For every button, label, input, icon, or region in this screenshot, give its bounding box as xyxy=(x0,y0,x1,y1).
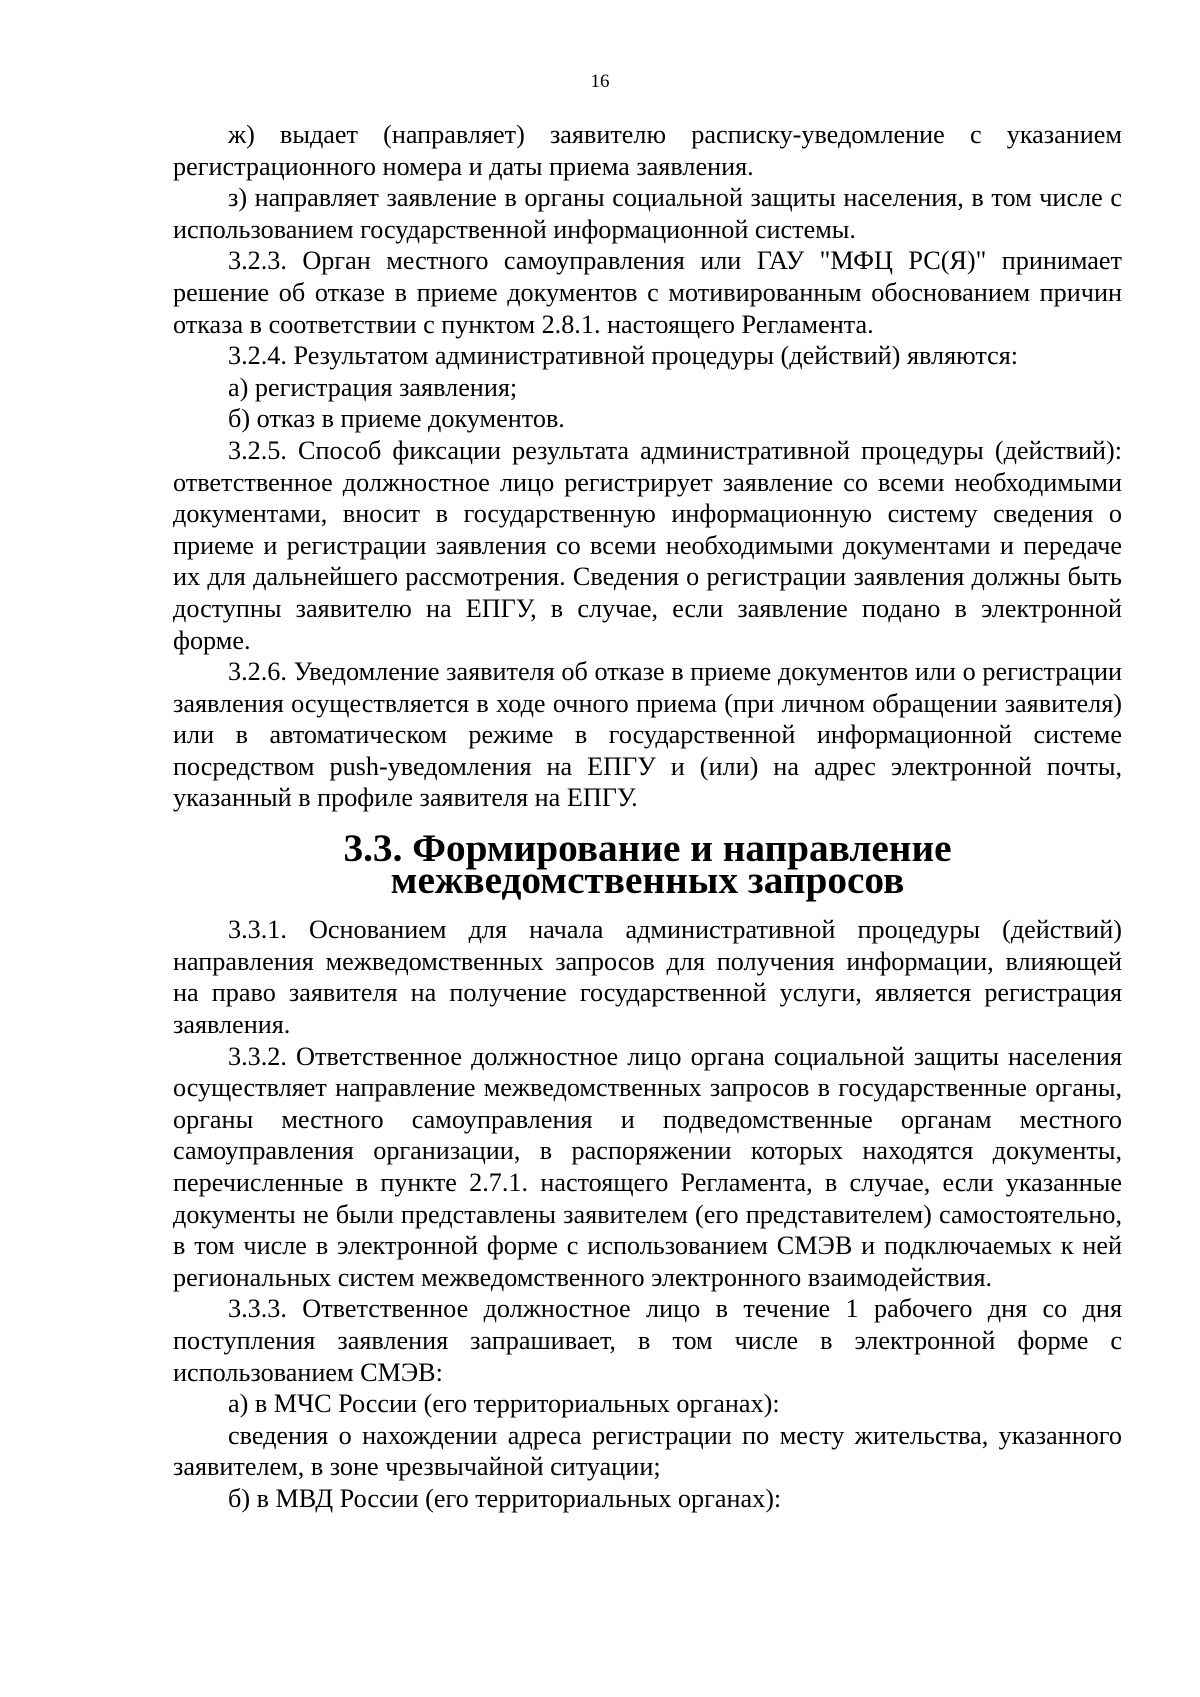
paragraph: а) регистрация заявления; xyxy=(228,372,518,402)
paragraph: 3.2.3. Орган местного самоуправления или ГАУ "МФЦ РС(Я)" принимает решение об отказе в приеме документов с мотивированным обоснованием причин отказа в соответствии с пунктом 2.8.1. настоящего Регламента. xyxy=(173,246,1122,339)
paragraph: 3.2.4. Результатом административной процедуры (действий) являются: xyxy=(228,341,1019,371)
paragraph: 3.3.1. Основанием для начала административной процедуры (действий) направления межведомственных запросов для получения информации, влияющей на право заявителя на получение государственной услуги, является регистрация заявления. xyxy=(173,915,1122,1040)
paragraph: 3.3.3. Ответственное должностное лицо в течение 1 рабочего дня со дня поступления заявления запрашивает, в том числе в электронной форме с использованием СМЭВ: xyxy=(173,1294,1122,1387)
document-body xyxy=(173,119,1122,1515)
paragraph: а) в МЧС России (его территориальных органах): xyxy=(228,1389,780,1419)
section-heading: 3.3. Формирование и направление межведомственных запросов xyxy=(343,826,952,902)
paragraph: б) в МВД России (его территориальных органах): xyxy=(228,1483,782,1513)
paragraph: б) отказ в приеме документов. xyxy=(228,404,565,434)
page-number: 16 xyxy=(590,71,610,92)
paragraph: 3.3.2. Ответственное должностное лицо органа социальной защиты населения осуществляет направление межведомственных запросов в государственные органы, органы местного самоуправления и подведомственные органам местного самоуправления организации, в распоряжении которых находятся документы, перечисленные в пункте 2.7.1. настоящего Регламента, в случае, если указанные документы не были представлены заявителем (его представителем) самостоятельно, в том числе в электронной форме с использованием СМЭВ и подключаемых к ней региональных систем межведомственного электронного взаимодействия. xyxy=(173,1041,1122,1292)
paragraph: 3.2.6. Уведомление заявителя об отказе в приеме документов или о регистрации заявления осуществляется в ходе очного приема (при личном обращении заявителя) или в автоматическом режиме в государственной информационной системе посредством push-уведомления на ЕПГУ и (или) на адрес электронной почты, указанный в профиле заявителя на ЕПГУ. xyxy=(173,657,1122,813)
paragraph: з) направляет заявление в органы социальной защиты населения, в том числе с использованием государственной информационной системы. xyxy=(173,183,1122,244)
paragraph: 3.2.5. Способ фиксации результата административной процедуры (действий): ответственное должностное лицо регистрирует заявление со всеми необходимыми документами, вносит в государственную информационную систему сведения о приеме и регистрации заявления со всеми необходимыми документами и передаче их для дальнейшего рассмотрения. Сведения о регистрации заявления должны быть доступны заявителю на ЕПГУ, в случае, если заявление подано в электронной форме. xyxy=(173,435,1122,655)
paragraph: сведения о нахождении адреса регистрации по месту жительства, указанного заявителем, в зоне чрезвычайной ситуации; xyxy=(173,1420,1122,1482)
paragraph: ж) выдает (направляет) заявителю расписку-уведомление с указанием регистрационного номера и даты приема заявления. xyxy=(173,120,1122,181)
